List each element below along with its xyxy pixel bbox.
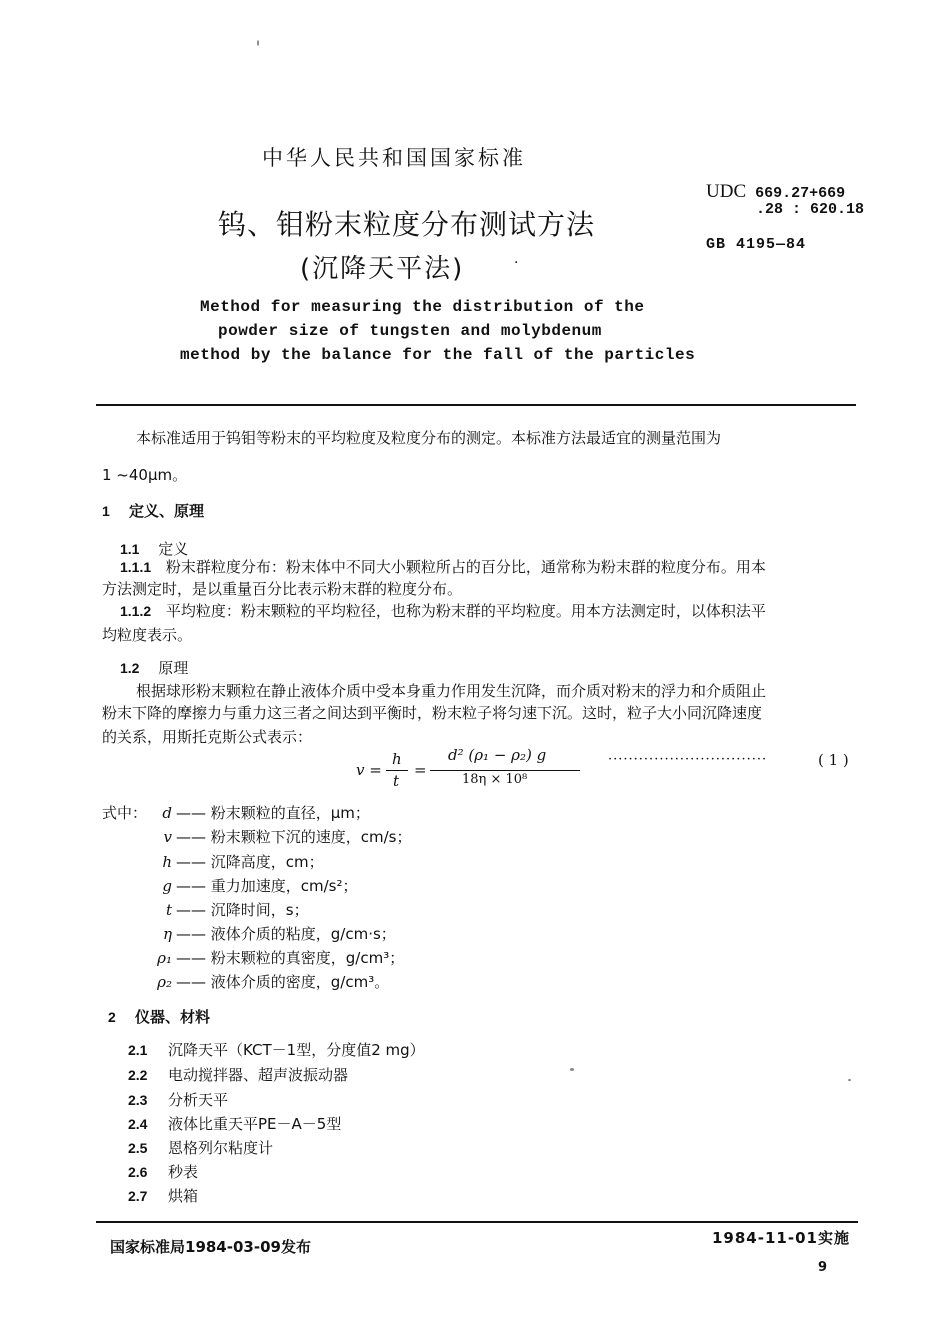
scan-speck — [848, 1079, 851, 1081]
section1-2-line1: 根据球形粉末颗粒在静止液体介质中受本身重力作用发生沉降，而介质对粉末的浮力和介质阻止 — [136, 682, 767, 700]
formula-leader: ······························· — [608, 752, 768, 767]
instrument-number: 2.1 — [128, 1042, 148, 1058]
title-cn-line2: (沉降天平法) — [300, 254, 465, 284]
instrument-text: 恩格列尔粘度计 — [168, 1139, 274, 1157]
title-cn-line1: 钨、钼粉末粒度分布测试方法 — [218, 208, 596, 241]
instrument-item — [128, 1064, 348, 1085]
where-symbol: t — [165, 901, 172, 919]
where-description: —— 沉降高度，cm； — [176, 853, 324, 871]
gb-code: GB 4195—84 — [706, 236, 807, 253]
intro-line2: 1 ~40μm。 — [102, 466, 188, 484]
where-description: —— 粉末颗粒下沉的速度，cm/s； — [176, 828, 412, 846]
udc-code-2: .28 : 620.18 — [756, 201, 865, 218]
where-item — [150, 851, 324, 872]
where-item — [150, 923, 396, 944]
where-symbol: g — [162, 877, 172, 895]
where-item — [150, 875, 358, 896]
section1-2-line2: 粉末下降的摩擦力与重力这三者之间达到平衡时，粉末粒子将匀速下沉。这时，粒子大小同沉降速度 — [102, 704, 763, 722]
section1-1-1-line1 — [120, 556, 766, 577]
instrument-number: 2.4 — [128, 1116, 148, 1132]
title-en-line1: Method for measuring the distribution of the — [200, 298, 645, 316]
where-symbol: η — [163, 925, 172, 943]
instrument-number: 2.2 — [128, 1067, 148, 1083]
formula-lhs: v = — [356, 761, 382, 779]
where-item — [150, 899, 309, 920]
where-symbol: ρ₁ — [157, 949, 172, 967]
instrument-text: 烘箱 — [168, 1187, 199, 1205]
top-divider — [96, 404, 856, 406]
intro-line1: 本标准适用于钨钼等粉末的平均粒度及粒度分布的测定。本标准方法最适宜的测量范围为 — [136, 429, 722, 447]
section1-2-title: 原理 — [158, 659, 189, 677]
section1-number: 1 — [102, 503, 110, 519]
instrument-item — [128, 1113, 341, 1134]
instrument-item — [128, 1137, 273, 1158]
section1-2-heading — [120, 657, 188, 678]
title-en-line2: powder size of tungsten and molybdenum — [218, 322, 602, 340]
where-description: —— 粉末颗粒的真密度，g/cm³； — [176, 949, 405, 967]
section1-1-2-line2: 均粒度表示。 — [102, 626, 193, 644]
udc-code-1: 669.27+669 — [755, 185, 846, 202]
section1-heading — [102, 500, 204, 521]
where-item — [150, 971, 389, 992]
instrument-item — [128, 1039, 425, 1060]
stray-mark: · — [514, 255, 519, 271]
instrument-item — [128, 1185, 198, 1206]
where-item — [150, 802, 370, 823]
where-prefix: 式中： — [102, 804, 148, 822]
where-item — [150, 947, 404, 968]
instrument-item — [128, 1089, 228, 1110]
where-description: —— 液体介质的密度，g/cm³。 — [176, 973, 390, 991]
instrument-number: 2.7 — [128, 1188, 148, 1204]
instrument-text: 电动搅拌器、超声波振动器 — [168, 1066, 349, 1084]
formula-frac2-bar — [430, 770, 580, 771]
formula-number: ( 1 ) — [818, 751, 849, 769]
formula-frac1-denominator: t — [393, 772, 400, 790]
title-en-line3: method by the balance for the fall of the particles — [180, 346, 696, 364]
where-item — [150, 826, 412, 847]
instrument-text: 液体比重天平PE－A－5型 — [168, 1115, 342, 1133]
formula-frac1-bar — [386, 770, 408, 771]
where-description: —— 液体介质的粘度，g/cm·s； — [176, 925, 396, 943]
instrument-item — [128, 1161, 198, 1182]
where-description: —— 沉降时间，s； — [176, 901, 309, 919]
page-number: 9 — [818, 1260, 828, 1275]
section2-title: 仪器、材料 — [135, 1008, 211, 1026]
issued-date: 国家标准局1984-03-09发布 — [110, 1238, 311, 1256]
section1-1-number: 1.1 — [120, 541, 140, 557]
instrument-text: 分析天平 — [168, 1091, 229, 1109]
formula-frac1-numerator: h — [392, 750, 402, 768]
udc-code — [706, 182, 845, 203]
instrument-text: 秒表 — [168, 1163, 199, 1181]
formula-frac2-numerator: d² (ρ₁ − ρ₂) g — [448, 746, 547, 764]
bottom-divider — [96, 1221, 858, 1223]
scan-speck — [257, 40, 259, 46]
section1-1-1-text: 粉末群粒度分布：粉末体中不同大小颗粒所占的百分比，通常称为粉末群的粒度分布。用本 — [165, 558, 766, 576]
where-symbol: ρ₂ — [157, 973, 172, 991]
where-description: —— 粉末颗粒的直径，μm； — [176, 804, 370, 822]
udc-label: UDC — [706, 181, 747, 202]
section1-1-1-number: 1.1.1 — [120, 559, 152, 575]
section1-1-2-number: 1.1.2 — [120, 603, 152, 619]
section2-heading — [108, 1006, 210, 1027]
instrument-number: 2.3 — [128, 1092, 148, 1108]
effective-date: 1984-11-01实施 — [712, 1229, 850, 1247]
section1-2-line3: 的关系，用斯托克斯公式表示： — [102, 728, 313, 746]
where-description: —— 重力加速度，cm/s²； — [176, 877, 358, 895]
section1-1-title: 定义 — [158, 540, 189, 558]
where-symbol: h — [162, 853, 172, 871]
standard-header: 中华人民共和国国家标准 — [262, 146, 526, 170]
formula-frac2-denominator: 18η × 10⁸ — [462, 772, 528, 787]
scan-speck — [570, 1068, 574, 1071]
section1-1-1-line2: 方法测定时，是以重量百分比表示粉末群的粒度分布。 — [102, 580, 463, 598]
instrument-number: 2.5 — [128, 1140, 148, 1156]
formula-equals: = — [414, 761, 427, 779]
section1-title: 定义、原理 — [129, 502, 205, 520]
where-symbol: v — [163, 828, 172, 846]
where-symbol: d — [162, 804, 172, 822]
section1-1-2-text: 平均粒度：粉末颗粒的平均粒径，也称为粉末群的平均粒度。用本方法测定时，以体积法平 — [165, 602, 766, 620]
section1-2-number: 1.2 — [120, 660, 140, 676]
section1-1-2-line1 — [120, 600, 766, 621]
instrument-text: 沉降天平（KCT－1型，分度值2 mg） — [168, 1041, 425, 1059]
instrument-number: 2.6 — [128, 1164, 148, 1180]
section2-number: 2 — [108, 1009, 116, 1025]
